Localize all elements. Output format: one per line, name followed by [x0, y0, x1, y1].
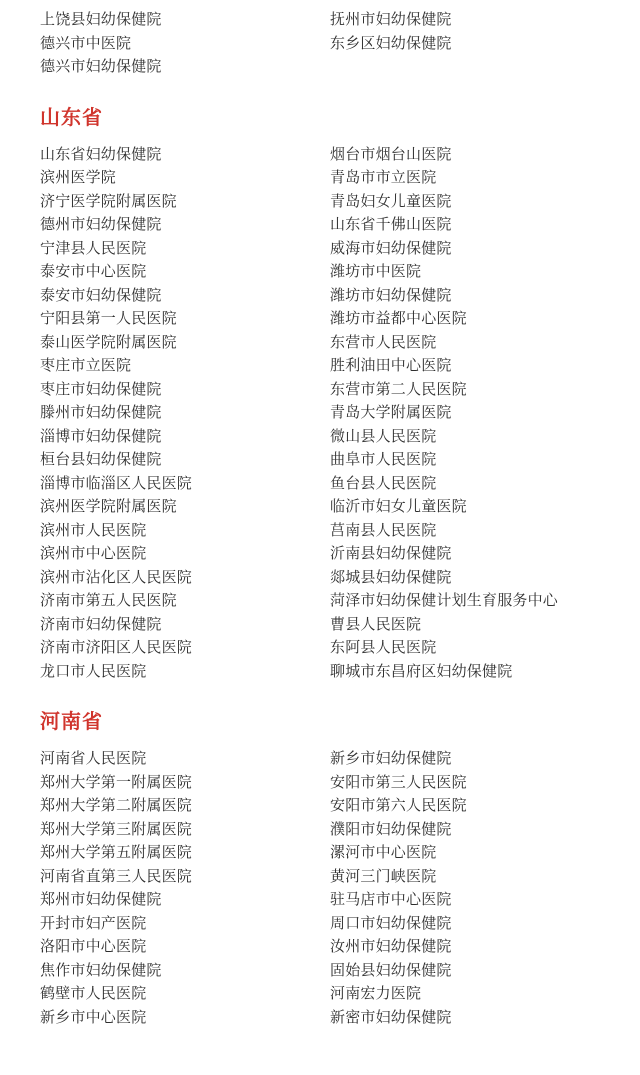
hospital-name-right: 沂南县妇幼保健院: [330, 545, 452, 562]
hospital-name-right: 濮阳市妇幼保健院: [330, 820, 452, 838]
hospital-name-left: 新乡市中心医院: [40, 1008, 147, 1026]
list-row: [40, 959, 600, 983]
hospital-name-left: 滕州市妇幼保健院: [40, 404, 162, 421]
hospital-name-right: 郯城县妇幼保健院: [330, 568, 452, 586]
hospital-name-left: 泰安市中心医院: [40, 263, 147, 280]
hospital-name-left: 德州市妇幼保健院: [40, 216, 162, 233]
list-row: [40, 818, 600, 842]
hospital-name-right: 微山县人民医院: [330, 427, 437, 445]
hospital-name-right: 东营市第二人民医院: [330, 380, 467, 398]
list-row: [40, 747, 600, 771]
section-spacer: [40, 683, 600, 705]
section-title-shandong: 山东省: [40, 106, 103, 129]
hospital-name-right: 驻马店市中心医院: [330, 891, 452, 908]
hospital-name-right: 胜利油田中心医院: [330, 357, 452, 374]
list-row: [40, 935, 600, 959]
hospital-name-left: 河南省直第三人民医院: [40, 867, 193, 885]
hospital-name-right: 青岛妇女儿童医院: [330, 192, 452, 210]
list-row: [40, 166, 600, 190]
hospital-name-left: 郑州大学第一附属医院: [40, 773, 193, 791]
hospital-name-right: 山东省千佛山医院: [330, 216, 452, 233]
list-row: [40, 401, 600, 425]
section-spacer: [40, 79, 600, 101]
hospital-name-left: 郑州市妇幼保健院: [40, 891, 162, 908]
list-row: [40, 190, 600, 214]
hospital-name-right: 烟台市烟台山医院: [330, 145, 452, 163]
hospital-name-left: 龙口市人民医院: [40, 662, 147, 680]
hospital-name-right: 安阳市第六人民医院: [330, 797, 467, 814]
hospital-name-right: 潍坊市益都中心医院: [330, 310, 467, 327]
list-row: [40, 794, 600, 818]
hospital-name-right: 东营市人民医院: [330, 333, 437, 351]
hospital-name-left: 淄博市妇幼保健院: [40, 427, 162, 445]
list-row: [40, 542, 600, 566]
list-row: [40, 771, 600, 795]
hospital-name-left: 滨州市中心医院: [40, 545, 147, 562]
section-spacer: [40, 135, 600, 143]
hospital-name-right: 漯河市中心医院: [330, 844, 437, 861]
hospital-name-right: 青岛市市立医院: [330, 169, 437, 186]
hospital-name-left: 德兴市妇幼保健院: [40, 58, 162, 75]
list-row: [40, 213, 600, 237]
list-row: [40, 331, 600, 355]
hospital-name-right: 威海市妇幼保健院: [330, 239, 452, 257]
hospital-name-right: 固始县妇幼保健院: [330, 961, 452, 979]
hospital-name-left: 焦作市妇幼保健院: [40, 961, 162, 979]
hospital-name-left: 济南市妇幼保健院: [40, 615, 162, 633]
hospital-name-right: 周口市妇幼保健院: [330, 914, 452, 932]
hospital-name-left: 枣庄市妇幼保健院: [40, 380, 162, 398]
hospital-name-left: 鹤壁市人民医院: [40, 985, 147, 1002]
hospital-name-left: 德兴市中医院: [40, 34, 132, 52]
hospital-name-right: 鱼台县人民医院: [330, 474, 437, 492]
list-row: [40, 1006, 600, 1030]
sections-container: [40, 0, 600, 1029]
hospital-list: [40, 8, 600, 79]
section-title-henan: 河南省: [40, 711, 103, 733]
list-row: [40, 589, 600, 613]
list-row: [40, 307, 600, 331]
list-row: [40, 354, 600, 378]
list-row: [40, 888, 600, 912]
hospital-name-left: 泰山医学院附属医院: [40, 333, 177, 351]
hospital-name-left: 郑州大学第五附属医院: [40, 844, 193, 861]
list-row: [40, 143, 600, 167]
hospital-name-right: 莒南县人民医院: [330, 521, 437, 539]
list-row: [40, 425, 600, 449]
hospital-name-right: 黄河三门峡医院: [330, 867, 437, 885]
list-row: [40, 495, 600, 519]
hospital-name-left: 泰安市妇幼保健院: [40, 286, 162, 304]
hospital-name-right: 新密市妇幼保健院: [330, 1008, 452, 1026]
hospital-name-left: 郑州大学第二附属医院: [40, 797, 193, 814]
list-row: [40, 519, 600, 543]
list-row: [40, 284, 600, 308]
section-henan: [40, 683, 600, 1029]
hospital-name-right: 青岛大学附属医院: [330, 404, 452, 421]
hospital-name-left: 济宁医学院附属医院: [40, 192, 177, 210]
hospital-name-left: 滨州医学院附属医院: [40, 498, 177, 515]
section-continuation-jiangxi: [40, 0, 600, 79]
list-row: [40, 912, 600, 936]
hospital-name-right: 东阿县人民医院: [330, 639, 437, 656]
list-row: [40, 260, 600, 284]
hospital-name-left: 桓台县妇幼保健院: [40, 451, 162, 468]
hospital-name-left: 山东省妇幼保健院: [40, 145, 162, 163]
hospital-name-right: 曹县人民医院: [330, 615, 422, 633]
hospital-name-left: 河南省人民医院: [40, 750, 147, 767]
section-spacer: [40, 739, 600, 747]
list-row: [40, 448, 600, 472]
hospital-name-left: 滨州医学院: [40, 169, 117, 186]
list-row: [40, 32, 600, 56]
hospital-name-right: 汝州市妇幼保健院: [330, 938, 452, 955]
list-row: [40, 566, 600, 590]
hospital-name-right: 聊城市东昌府区妇幼保健院: [330, 662, 513, 680]
hospital-name-left: 宁津县人民医院: [40, 239, 147, 257]
hospital-name-left: 郑州大学第三附属医院: [40, 820, 193, 838]
list-row: [40, 865, 600, 889]
hospital-list: [40, 143, 600, 684]
hospital-list: [40, 747, 600, 1029]
hospital-name-left: 洛阳市中心医院: [40, 938, 147, 955]
hospital-name-left: 济南市第五人民医院: [40, 592, 177, 609]
hospital-name-right: 潍坊市中医院: [330, 263, 422, 280]
list-row: [40, 982, 600, 1006]
section-shandong: [40, 79, 600, 684]
list-row: [40, 55, 600, 79]
hospital-name-left: 滨州市沾化区人民医院: [40, 568, 193, 586]
hospital-name-right: 临沂市妇女儿童医院: [330, 498, 467, 515]
hospital-name-right: 东乡区妇幼保健院: [330, 34, 452, 52]
hospital-name-right: 新乡市妇幼保健院: [330, 750, 452, 767]
hospital-name-left: 上饶县妇幼保健院: [40, 11, 162, 28]
hospital-name-left: 济南市济阳区人民医院: [40, 639, 193, 656]
hospital-name-right: 抚州市妇幼保健院: [330, 11, 452, 28]
list-row: [40, 841, 600, 865]
list-row: [40, 660, 600, 684]
hospital-name-right: 安阳市第三人民医院: [330, 773, 467, 791]
hospital-name-left: 淄博市临淄区人民医院: [40, 474, 193, 492]
hospital-name-right: 潍坊市妇幼保健院: [330, 286, 452, 304]
hospital-name-right: 菏泽市妇幼保健计划生育服务中心: [330, 592, 559, 609]
hospital-name-left: 宁阳县第一人民医院: [40, 310, 177, 327]
list-row: [40, 237, 600, 261]
hospital-name-right: 河南宏力医院: [330, 985, 422, 1002]
hospital-name-left: 开封市妇产医院: [40, 914, 147, 932]
hospital-name-left: 枣庄市立医院: [40, 357, 132, 374]
list-row: [40, 636, 600, 660]
hospital-name-right: 曲阜市人民医院: [330, 451, 437, 468]
list-row: [40, 378, 600, 402]
list-row: [40, 472, 600, 496]
list-row: [40, 613, 600, 637]
list-row: [40, 8, 600, 32]
hospital-name-left: 滨州市人民医院: [40, 521, 147, 539]
